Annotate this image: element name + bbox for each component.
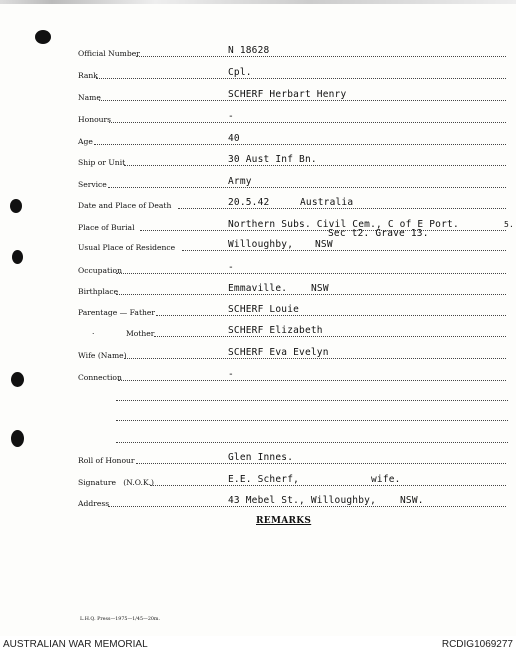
value-honours: -	[228, 111, 234, 122]
value-official-number: N 18628	[228, 45, 270, 56]
label-address: Address	[78, 499, 110, 508]
value-address: 43 Mebel St., Willoughby,	[228, 495, 376, 506]
dotted-line	[156, 315, 506, 316]
label-date-place-death: Date and Place of Death	[78, 201, 172, 210]
value-mother: SCHERF Elizabeth	[228, 325, 323, 336]
value-ship-or-unit: 30 Aust Inf Bn.	[228, 154, 317, 165]
dotted-line	[118, 380, 506, 381]
dotted-line	[154, 336, 506, 337]
punch-hole-3	[12, 250, 23, 264]
value-residence: Willoughby,	[228, 239, 294, 250]
value-service: Army	[228, 176, 252, 187]
field-honours	[78, 112, 508, 126]
dotted-line	[182, 250, 506, 251]
label-father: Parentage — Father	[78, 308, 156, 317]
remarks-heading: REMARKS	[256, 516, 312, 526]
dotted-line	[108, 506, 506, 507]
dotted-line	[94, 144, 506, 145]
dotted-line	[178, 208, 506, 209]
label-official-number: Official Number	[78, 49, 140, 58]
label-ship-or-unit: Ship or Unit	[78, 158, 126, 167]
dotted-line	[96, 78, 506, 79]
field-age	[78, 134, 508, 148]
label-honours: Honours	[78, 115, 112, 124]
printer-imprint: L.H.Q. Press—1975—1/45—20m.	[80, 617, 160, 622]
value-roll-of-honour: Glen Innes.	[228, 452, 294, 463]
dotted-line	[136, 463, 506, 464]
field-occupation	[78, 263, 508, 277]
label-connection: Connection	[78, 373, 122, 382]
archive-footer	[0, 636, 516, 654]
field-father	[78, 305, 508, 319]
dotted-line	[140, 230, 506, 231]
punch-hole-1	[35, 30, 51, 44]
field-roll-of-honour	[78, 453, 508, 467]
punch-hole-5	[11, 430, 24, 447]
dotted-line	[124, 358, 506, 359]
scan-top-edge	[0, 0, 516, 4]
punch-hole-2	[10, 199, 22, 213]
value-connection: -	[228, 369, 234, 380]
value-age: 40	[228, 133, 240, 144]
field-connection	[78, 370, 508, 384]
value-father: SCHERF Louie	[228, 304, 300, 315]
value-death-date: 20.5.42	[228, 197, 270, 208]
label-service: Service	[78, 180, 107, 189]
field-birthplace	[78, 284, 508, 298]
value-address-state: NSW.	[400, 495, 424, 506]
field-wife	[78, 348, 508, 362]
dotted-line	[108, 187, 506, 188]
blank-line	[116, 442, 508, 443]
blank-line	[116, 400, 508, 401]
dotted-line	[136, 56, 506, 57]
value-name: SCHERF Herbart Henry	[228, 89, 347, 100]
value-wife: SCHERF Eva Evelyn	[228, 347, 329, 358]
label-birthplace: Birthplace	[78, 287, 119, 296]
label-age: Age	[78, 137, 93, 146]
label-occupation: Occupation	[78, 266, 122, 275]
footer-institution: AUSTRALIAN WAR MEMORIAL	[3, 639, 148, 650]
label-wife: Wife (Name)	[78, 351, 127, 360]
field-name	[78, 90, 508, 104]
label-name: Name	[78, 93, 101, 102]
label-roll-of-honour: Roll of Honour	[78, 456, 135, 465]
footer-record-id: RCDIG1069277	[441, 639, 513, 650]
dotted-line	[99, 100, 506, 101]
field-signature	[78, 475, 508, 489]
label-rank: Rank	[78, 71, 98, 80]
label-residence: Usual Place of Residence	[78, 243, 176, 252]
field-service	[78, 177, 508, 191]
value-burial-line2: Sec t2. Grave 13.	[328, 228, 429, 239]
blank-line	[116, 420, 508, 421]
field-ship-or-unit	[78, 155, 508, 169]
value-occupation: -	[228, 262, 234, 273]
value-birthplace: Emmaville.	[228, 283, 288, 294]
value-death-place: Australia	[300, 197, 354, 208]
label-place-of-burial: Place of Burial	[78, 223, 135, 232]
field-mother	[78, 326, 508, 340]
label-mother: Mother	[126, 329, 155, 338]
dotted-line	[109, 122, 506, 123]
punch-hole-4	[11, 372, 24, 387]
value-signature-role: wife.	[371, 474, 401, 485]
label-signature: Signature (N.O.K.)	[78, 478, 154, 487]
value-residence-state: NSW	[315, 239, 333, 250]
value-signature: E.E. Scherf,	[228, 474, 300, 485]
field-address	[78, 496, 508, 510]
dotted-line	[116, 294, 506, 295]
dotted-line	[150, 485, 506, 486]
margin-mark: 5.	[504, 220, 515, 229]
field-residence	[78, 240, 508, 254]
field-rank	[78, 68, 508, 82]
field-date-place-death	[78, 198, 508, 212]
field-place-of-burial	[78, 219, 515, 239]
dotted-line	[124, 165, 506, 166]
dotted-line	[116, 273, 506, 274]
value-burial-line1: Northern Subs. Civil Cem., C of E Port.	[228, 219, 459, 230]
bullet: ·	[92, 329, 95, 338]
field-official-number	[78, 46, 508, 60]
value-rank: Cpl.	[228, 67, 252, 78]
value-birthplace-state: NSW	[311, 283, 329, 294]
